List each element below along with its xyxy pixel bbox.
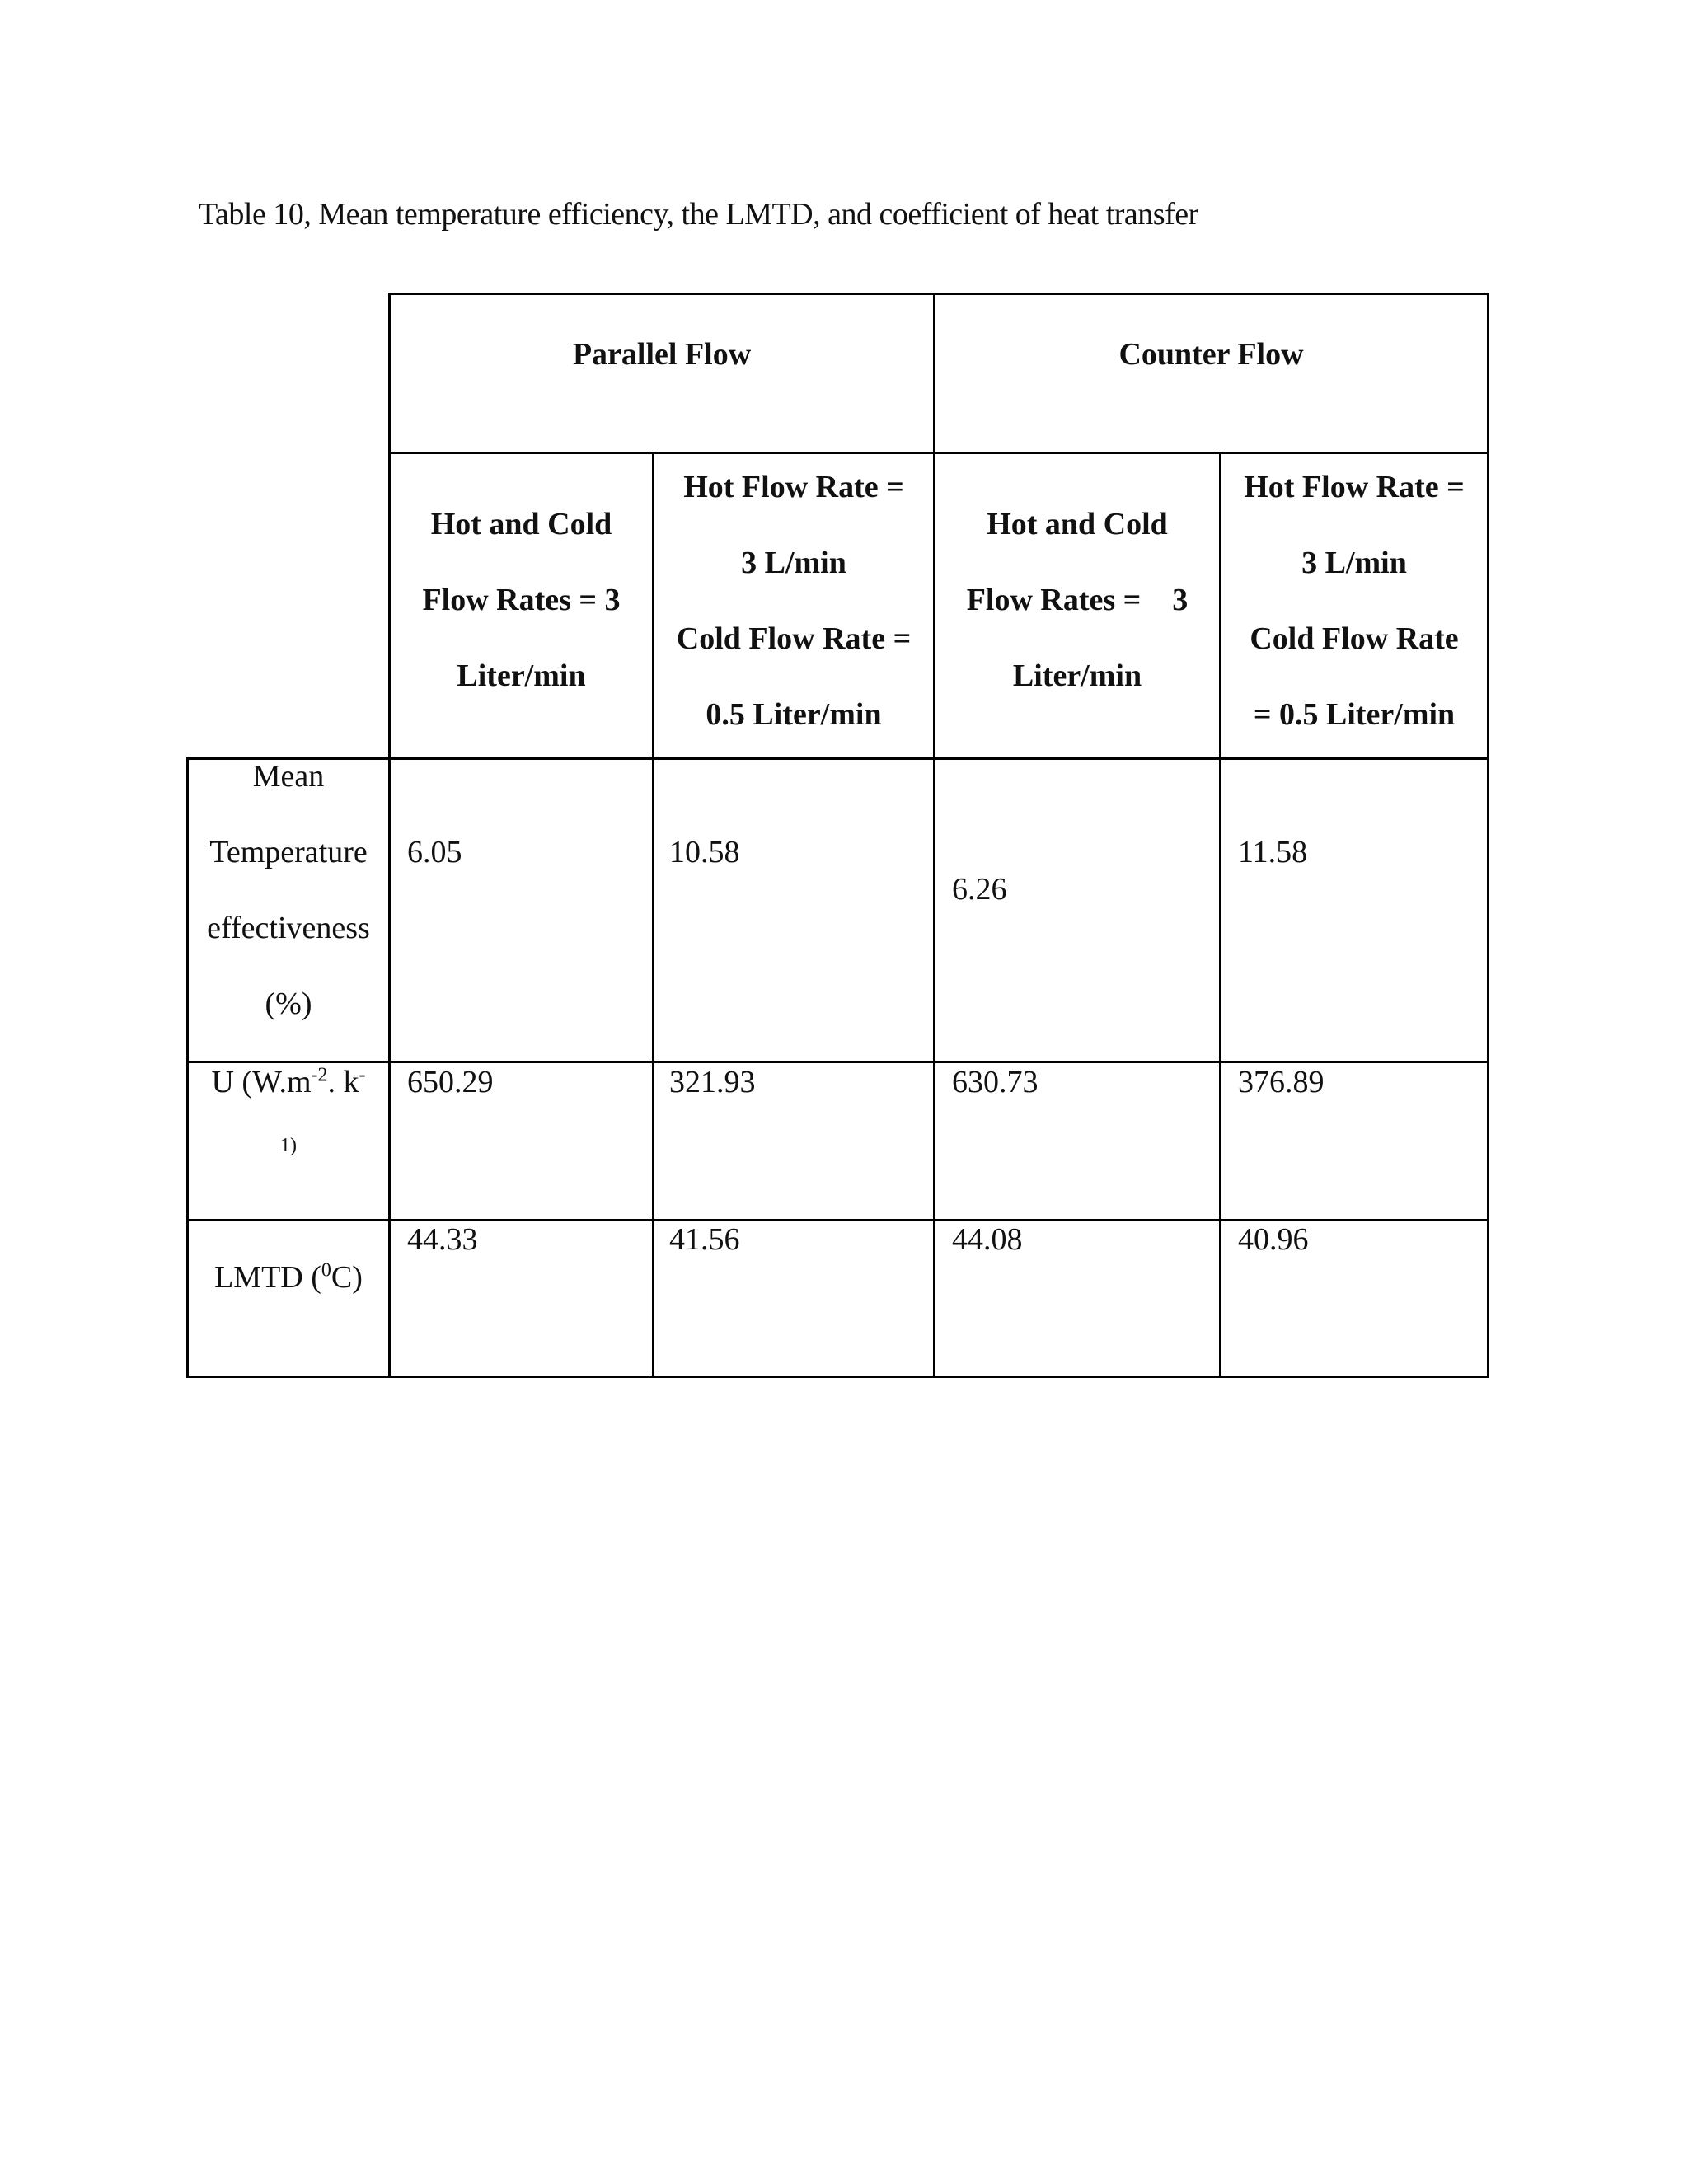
cell-effectiveness-parallel-equal: 6.05 [407, 835, 462, 869]
row-label-line: effectiveness [207, 911, 370, 945]
subheader-line: Cold Flow Rate [1250, 621, 1459, 656]
subheader-line: Flow Rates = 3 [422, 583, 621, 617]
cell-u-parallel-equal: 650.29 [407, 1065, 494, 1099]
table-caption: Table 10, Mean temperature efficiency, the LMTD, and coefficient of heat transfer [199, 197, 1198, 232]
header-counter-flow-label: Counter Flow [1118, 337, 1304, 372]
row-label-u-coefficient [189, 1064, 388, 1158]
row-label-line: (%) [265, 987, 312, 1021]
cell-lmtd-parallel-equal: 44.33 [407, 1222, 478, 1257]
table-border [388, 293, 1489, 295]
cell-u-counter-equal: 630.73 [952, 1065, 1039, 1099]
row-label-u-tail: 1) [280, 1135, 297, 1156]
table-border [933, 293, 935, 1378]
row-label-line: Mean [252, 759, 325, 794]
subheader-line: Hot Flow Rate = [1244, 470, 1465, 504]
subheader-line: 3 L/min [741, 546, 846, 580]
row-label-u-line: U ($W.m^{-2}$. k- [211, 1064, 366, 1099]
table-border [186, 1061, 1489, 1063]
subheader-line: Hot and Cold [987, 507, 1168, 541]
cell-effectiveness-counter-different: 11.58 [1238, 835, 1308, 869]
subheader-line: Liter/min [1012, 658, 1142, 693]
cell-u-counter-different: 376.89 [1238, 1065, 1325, 1099]
table-border [186, 1376, 1489, 1378]
subheader-parallel-different-rates [654, 449, 933, 752]
subheader-counter-different-rates [1221, 449, 1487, 752]
table-border [1487, 293, 1489, 1378]
subheader-line: Liter/min [457, 658, 586, 693]
cell-lmtd-counter-different: 40.96 [1238, 1222, 1309, 1257]
subheader-line: 3 L/min [1301, 546, 1407, 580]
subheader-line: 0.5 Liter/min [706, 697, 882, 732]
row-label-lmtd [189, 1259, 388, 1296]
header-parallel-flow [391, 331, 933, 377]
row-label-lmtd-line: LMTD ($^0$C) [214, 1259, 363, 1295]
subheader-line: = 0.5 Liter/min [1253, 697, 1456, 732]
cell-effectiveness-parallel-different: 10.58 [669, 835, 740, 869]
cell-effectiveness-counter-equal: 6.26 [952, 872, 1007, 907]
subheader-line: Hot Flow Rate = [683, 470, 904, 504]
row-label-effectiveness [189, 738, 388, 1042]
header-counter-flow [935, 331, 1487, 377]
subheader-line: Cold Flow Rate = [676, 621, 912, 656]
subheader-counter-equal-rates [935, 486, 1219, 714]
cell-u-parallel-different: 321.93 [669, 1065, 756, 1099]
cell-lmtd-parallel-different: 41.56 [669, 1222, 740, 1257]
cell-lmtd-counter-equal: 44.08 [952, 1222, 1023, 1257]
subheader-line: Hot and Cold [430, 507, 612, 541]
table-border [388, 293, 391, 1378]
subheader-parallel-equal-rates [391, 486, 652, 714]
header-parallel-flow-label: Parallel Flow [572, 337, 752, 372]
row-label-line: Temperature [209, 835, 368, 869]
subheader-line: Flow Rates = 3 [966, 583, 1189, 617]
